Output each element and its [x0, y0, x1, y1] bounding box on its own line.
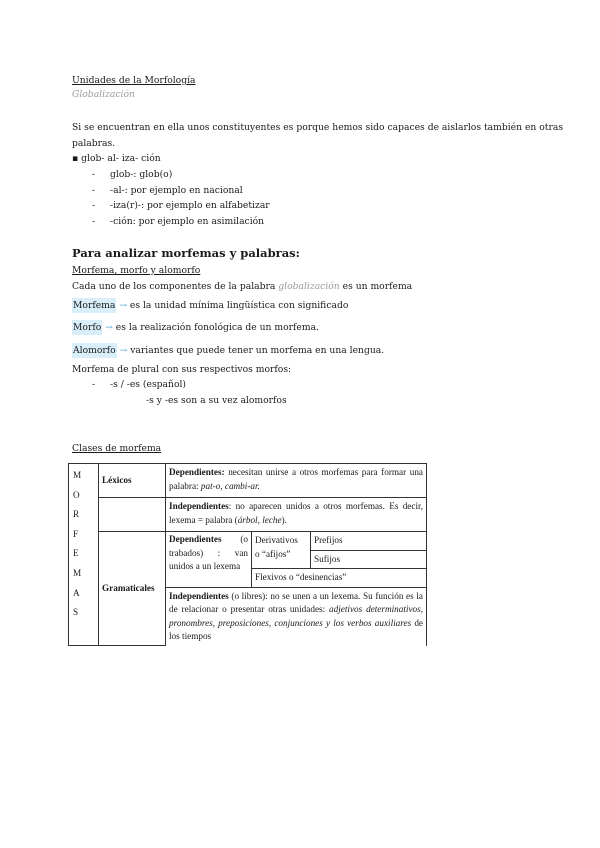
- plural-line: Morfema de plural con sus respectivos morfos:: [72, 364, 292, 375]
- lexicos-label: Léxicos: [102, 474, 132, 485]
- indep-end: ).: [281, 514, 287, 525]
- dep-gram-text: (o trabados) : van unidos a un lexema: [169, 534, 248, 571]
- indep-label: Independientes: [169, 501, 229, 511]
- indep-gram-label: Independientes: [169, 590, 229, 601]
- dash-marker: -: [92, 379, 96, 390]
- prefijos-cell: [311, 532, 427, 550]
- prefijos-label: Prefijos: [314, 535, 343, 545]
- doc-title: Unidades de la Morfología: [72, 75, 196, 86]
- components-text: Cada uno de los componentes de la palabra: [72, 281, 279, 292]
- def-morfo: [72, 322, 319, 333]
- dash-marker: -: [92, 169, 96, 180]
- indep-gram-cell: [166, 587, 427, 646]
- flexivos-cell: [252, 569, 426, 587]
- dep-gram-cell: [166, 532, 252, 588]
- clases-heading: Clases de morfema: [72, 443, 162, 454]
- morpheme-classes-table: [68, 463, 427, 646]
- def-morfema: [72, 300, 348, 311]
- doc-subtitle: Globalización: [72, 89, 135, 100]
- gramaticales-label: Gramaticales: [102, 582, 155, 593]
- lexicos-cell: [99, 464, 166, 498]
- letter: R: [73, 509, 80, 520]
- dep-examples: pat-o, cambi-ar.: [200, 480, 260, 491]
- dash-item: -iza(r)-: por ejemplo en alfabetizar: [110, 200, 270, 211]
- arrow-icon: →: [105, 322, 113, 333]
- def-text: es la realización fonológica de un morfema.: [112, 322, 319, 333]
- section-heading: Para analizar morfemas y palabras:: [72, 246, 300, 260]
- indep-text: : no aparecen unidos a otros morfemas. Es decir, lexema = palabra (: [169, 501, 423, 525]
- components-text-end: es un morfema: [339, 281, 413, 292]
- dash-marker: -: [92, 185, 96, 196]
- lexicos-cont: [99, 498, 166, 532]
- letter: M: [73, 567, 82, 578]
- indep-gram-text: (o libres): no se unen a un lexema. Su función es la de relacionar o presentar otras unidades:: [169, 590, 423, 614]
- dep-gram-label: Dependientes: [169, 534, 222, 544]
- plural-item: -s / -es (español): [110, 379, 186, 390]
- components-word: globalización: [278, 281, 340, 292]
- dash-marker: -: [92, 216, 96, 227]
- dash-item: -ción: por ejemplo en asimilación: [110, 216, 265, 227]
- letter: S: [73, 607, 79, 618]
- intro-line-1: Si se encuentran en ella unos constituyentes es porque hemos sido capaces de aislarlos también en otras: [72, 122, 564, 133]
- afijos-block: [252, 532, 427, 588]
- def-text: variantes que puede tener un morfema en una lengua.: [127, 345, 385, 356]
- letter: O: [73, 489, 80, 500]
- letter: A: [73, 587, 80, 598]
- derivativos-cell: [252, 532, 311, 569]
- letter: F: [73, 528, 79, 539]
- letter: M: [73, 470, 82, 480]
- def-term: Morfema: [73, 300, 116, 311]
- afijos-label: o “afijos”: [255, 548, 291, 559]
- def-text: es la unidad mínima lingüística con significado: [126, 300, 349, 311]
- indep-gram-end: de los tiempos: [169, 617, 424, 641]
- dash-marker: -: [92, 200, 96, 211]
- plural-note: -s y -es son a su vez alomorfos: [146, 395, 287, 406]
- def-term: Morfo: [73, 322, 102, 333]
- def-alomorfo: [72, 345, 384, 356]
- intro-line-2: palabras.: [72, 138, 116, 149]
- components-line: [72, 281, 412, 292]
- vertical-morfemas-label: [69, 464, 99, 646]
- subheading: Morfema, morfo y alomorfo: [72, 265, 201, 276]
- indep-examples: árbol, leche: [237, 514, 282, 525]
- indep-lexicos-cell: [166, 498, 427, 532]
- flexivos-label: Flexivos o “desinencias”: [255, 572, 347, 582]
- dash-item: -al-: por ejemplo en nacional: [110, 185, 243, 196]
- gramaticales-cell: [99, 532, 166, 646]
- dep-text: necesitan unirse a otros morfemas para formar una palabra:: [169, 467, 423, 491]
- segmentation-bullet: ▪ glob- al- iza- ción: [72, 153, 161, 164]
- indep-gram-examples: adjetivos determinativos, pronombres, preposiciones, conjunciones y los verbos auxiliares: [169, 604, 423, 628]
- dep-label: Dependientes:: [169, 467, 225, 477]
- derivativos-label: Derivativos: [255, 535, 298, 545]
- sufijos-cell: [311, 550, 427, 569]
- def-term: Alomorfo: [73, 345, 116, 356]
- dash-item: glob-: glob(o): [110, 169, 173, 180]
- sufijos-label: Sufijos: [314, 553, 341, 564]
- arrow-icon: →: [119, 345, 128, 356]
- letter: E: [73, 548, 79, 559]
- arrow-icon: →: [119, 300, 127, 311]
- dep-lexicos-cell: [166, 464, 427, 498]
